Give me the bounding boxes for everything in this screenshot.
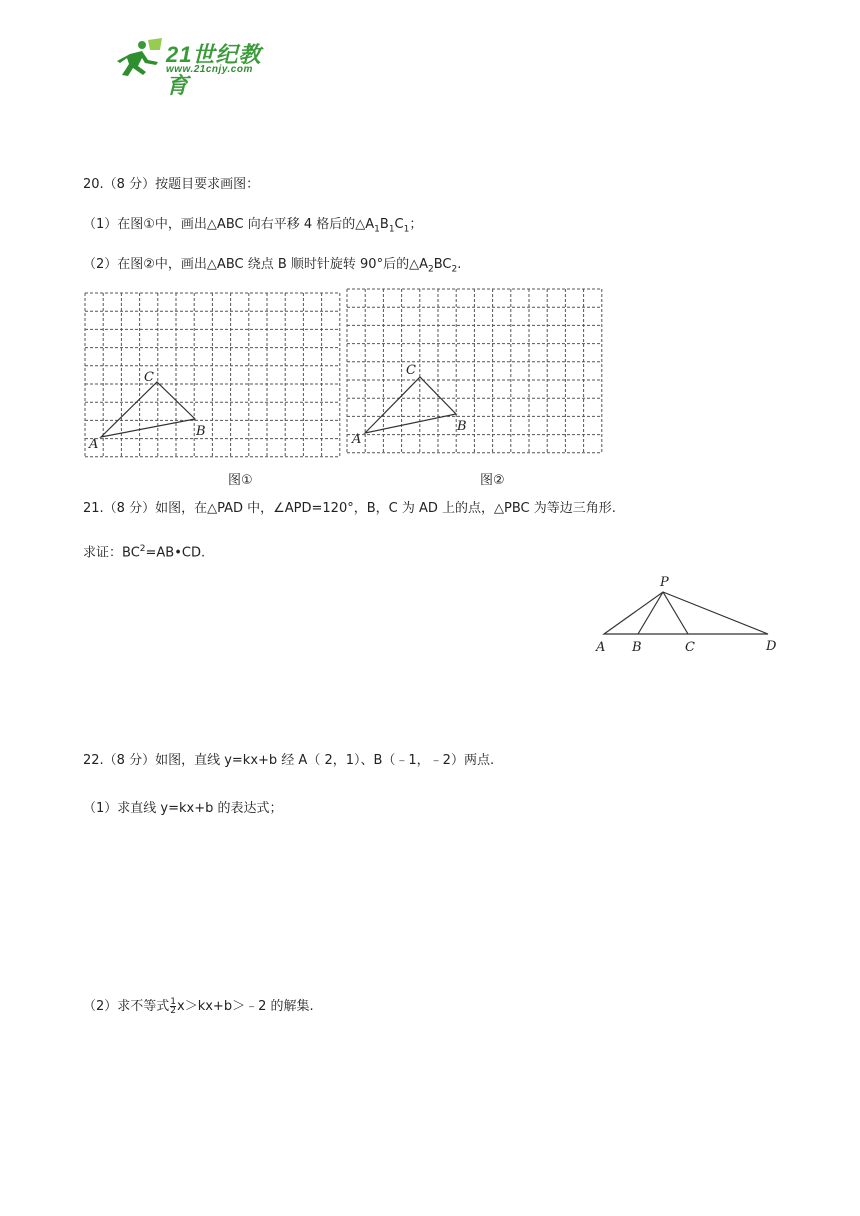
label-b: B (632, 640, 642, 655)
logo (112, 36, 282, 98)
fraction-one-half: $\frac{1}{2}$ (170, 997, 177, 1016)
label-a-fig1: A (89, 437, 99, 452)
label-c-fig1: C (144, 370, 154, 385)
q21-heading: 21.（8 分）如图，在△PAD 中，∠APD=120°，B，C 为 AD 上的点，△PBC 为等边三角形. (83, 501, 616, 516)
runner-logo-icon (112, 36, 164, 80)
q20-part1: （1）在图①中，画出△ABC 向右平移 4 格后的$\triangle A_1B_1C_1$； (83, 217, 423, 235)
q20-heading: 20.（8 分）按题目要求画图： (83, 177, 260, 192)
logo-title: 21世纪教育 (166, 42, 262, 98)
label-a: A (596, 640, 606, 655)
figure-1-grid (84, 292, 342, 460)
logo-url: www.21cnjy.com (166, 64, 253, 75)
label-d: D (766, 639, 777, 654)
segment-pc (663, 592, 688, 634)
label-c-fig2: C (406, 363, 416, 378)
figure-2-caption: 图② (480, 473, 505, 488)
label-b-fig1: B (196, 424, 206, 439)
q22-heading: 22.（8 分）如图，直线 y=kx+b 经 A（ 2，1）、B（﹣1，﹣2）两点. (83, 753, 495, 768)
label-b-fig2: B (457, 419, 467, 434)
label-c: C (685, 640, 695, 655)
triangle-abc-fig1 (101, 382, 195, 437)
q22-part2: （2）求不等式 $\frac{1}{2}$ x＞kx+b＞﹣2 的解集. (83, 997, 314, 1016)
q21-proof: 求证：$BC^2=AB•CD$. (83, 544, 206, 561)
q20-part2: （2）在图②中，画出△ABC 绕点 B 顺时针旋转 90°后的$\triangle A_2BC_2$. (83, 257, 462, 275)
label-a-fig2: A (352, 432, 362, 447)
triangle-abc-fig2 (365, 377, 456, 433)
figure-1-caption: 图① (228, 473, 253, 488)
q22-part1: （1）求直线 y=kx+b 的表达式； (83, 801, 283, 816)
label-p: P (660, 575, 669, 590)
figure-2-grid (346, 288, 604, 456)
segment-pb (638, 592, 663, 634)
triangle-pad (604, 592, 768, 634)
triangle-pad-figure (590, 570, 790, 658)
